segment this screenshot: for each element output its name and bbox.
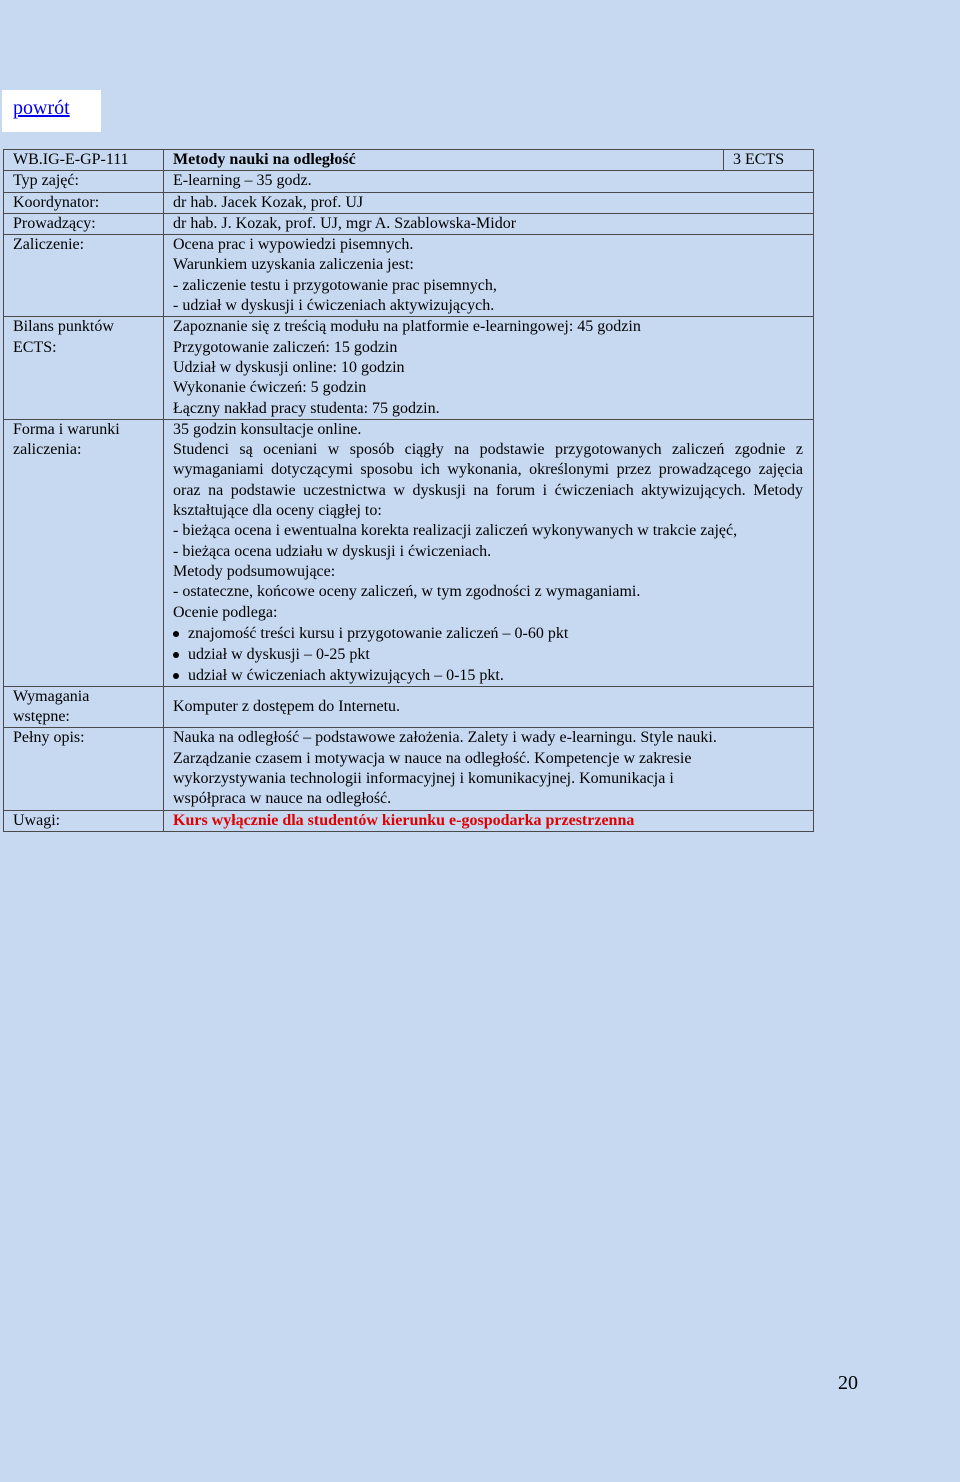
text-line: - zaliczenie testu i przygotowanie prac pisemnych, [173,276,497,294]
row-uwagi [4,810,814,831]
bullet-icon [173,673,179,679]
text-line: wykorzystywania technologii informacyjnej i komunikacyjnej. Komunikacja i [173,770,674,788]
list-item [173,623,803,644]
page-number: 20 [838,1372,858,1394]
label-line: zaliczenia: [13,441,82,459]
course-title: Metody nauki na odległość [164,150,724,171]
text-line: Zarządzanie czasem i motywacja w nauce na odległość. Kompetencje w zakresie [173,749,692,767]
text-line: współpraca w nauce na odległość. [173,790,392,808]
row-value: dr hab. J. Kozak, prof. UJ, mgr A. Szablowska-Midor [164,213,814,234]
row-label: Pełny opis: [4,728,164,810]
text-line: - bieżąca ocena udziału w dyskusji i ćwiczeniach. [173,542,492,560]
text-line: 35 godzin konsultacje online. [173,420,362,438]
text-line: Udział w dyskusji online: 10 godzin [173,358,405,376]
assessment-paragraph: Studenci są oceniani w sposób ciągły na podstawie przygotowanych zaliczeń zgodnie z wymaganiami dotyczącymi sposobu ich wykonania, określonymi przez prowadzącego zajęcia oraz na podstawie uczestnictwa w dyskusji na forum i ćwiczeniach aktywizujących. Metody kształtujące dla oceny ciągłej to: [173,441,803,520]
row-value [164,419,814,686]
text-line: Zapoznanie się z treścią modułu na platformie e-learningowej: 45 godzin [173,318,641,336]
row-forma [4,419,814,686]
row-wymagania [4,686,814,728]
row-value: E-learning – 35 godz. [164,171,814,192]
list-item-text: udział w ćwiczeniach aktywizujących – 0-15 pkt. [188,666,504,684]
bullet-icon [173,631,179,637]
label-line: wstępne: [13,708,70,726]
row-label: Typ zajęć: [4,171,164,192]
course-ects: 3 ECTS [724,150,814,171]
row-opis [4,728,814,810]
row-value: Kurs wyłącznie dla studentów kierunku e-gospodarka przestrzenna [164,810,814,831]
text-line: Łączny nakład pracy studenta: 75 godzin. [173,399,440,417]
row-label: Koordynator: [4,192,164,213]
label-line: Bilans punktów [13,318,114,336]
label-line: Wymagania [13,687,90,705]
row-zaliczenie [4,235,814,317]
text-line: - ostateczne, końcowe oceny zaliczeń, w tym zgodności z wymaganiami. [173,583,641,601]
list-item-text: znajomość treści kursu i przygotowanie zaliczeń – 0-60 pkt [188,624,569,642]
row-koordynator [4,192,814,213]
row-bilans [4,317,814,419]
text-line: Wykonanie ćwiczeń: 5 godzin [173,379,367,397]
list-item [173,665,803,686]
row-value [164,728,814,810]
course-code: WB.IG-E-GP-111 [4,150,164,171]
row-value [164,317,814,419]
text-line: - udział w dyskusji i ćwiczeniach aktywizujących. [173,297,495,315]
course-card [3,149,814,832]
bullet-icon [173,652,179,658]
row-typ [4,171,814,192]
text-line: Warunkiem uzyskania zaliczenia jest: [173,256,414,274]
text-line: Ocena prac i wypowiedzi pisemnych. [173,236,414,254]
text-line: Nauka na odległość – podstawowe założenia. Zalety i wady e-learningu. Style nauki. [173,729,717,747]
text-line: Metody podsumowujące: [173,562,336,580]
list-item-text: udział w dyskusji – 0-25 pkt [188,645,370,663]
row-prowadzacy [4,213,814,234]
row-value: Komputer z dostępem do Internetu. [164,686,814,728]
row-label: Prowadzący: [4,213,164,234]
row-value: dr hab. Jacek Kozak, prof. UJ [164,192,814,213]
text-line: Przygotowanie zaliczeń: 15 godzin [173,338,398,356]
row-label [4,317,164,419]
label-line: Forma i warunki [13,420,120,438]
label-line: ECTS: [13,338,57,356]
row-label: Zaliczenie: [4,235,164,317]
list-item [173,644,803,665]
row-label: Uwagi: [4,810,164,831]
back-link[interactable]: powrót [13,97,70,119]
text-line: Ocenie podlega: [173,603,278,621]
row-label [4,686,164,728]
row-label [4,419,164,686]
grading-list [173,623,803,686]
row-value [164,235,814,317]
course-header-row [4,150,814,171]
text-line: - bieżąca ocena i ewentualna korekta realizacji zaliczeń wykonywanych w trakcie zajęć, [173,522,738,540]
